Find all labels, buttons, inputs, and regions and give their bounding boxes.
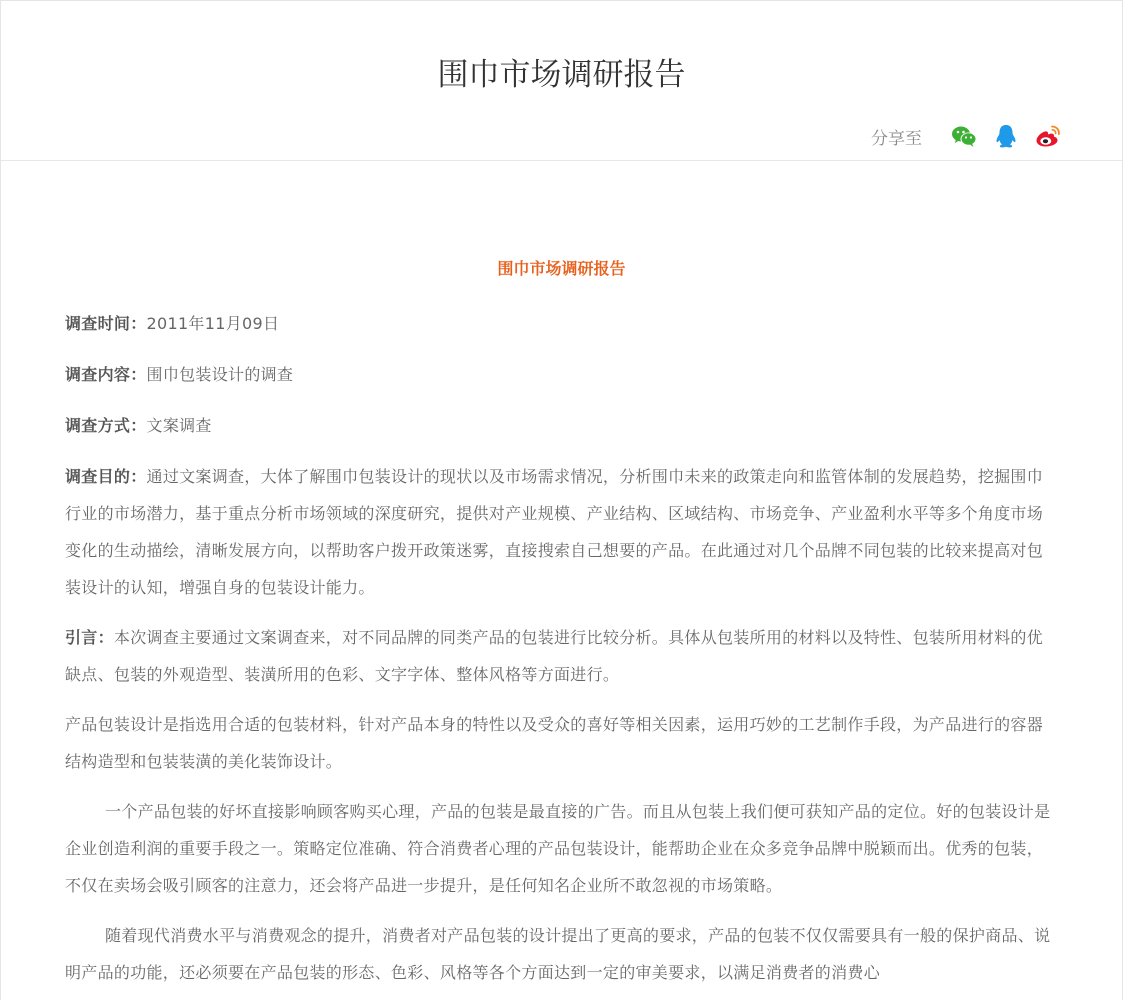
survey-method xyxy=(65,407,1058,444)
share-bar xyxy=(871,121,1062,151)
wechat-icon[interactable] xyxy=(950,122,978,150)
survey-time-label: 调查时间： xyxy=(65,314,147,333)
survey-content-value: 围巾包装设计的调查 xyxy=(146,365,294,384)
article-subtitle: 围巾市场调研报告 xyxy=(497,259,626,278)
survey-time xyxy=(65,305,1058,342)
survey-method-value: 文案调查 xyxy=(146,416,212,435)
qq-icon[interactable] xyxy=(992,122,1020,150)
paragraph-definition: 产品包装设计是指选用合适的包装材料，针对产品本身的特性以及受众的喜好等相关因素，运用巧妙的工艺制作手段，为产品进行的容器结构造型和包装装潢的美化装饰设计。 xyxy=(65,715,1044,771)
survey-purpose xyxy=(65,458,1058,606)
survey-content xyxy=(65,356,1058,393)
article-body xyxy=(1,257,1122,991)
survey-content-label: 调查内容： xyxy=(65,365,147,384)
weibo-icon[interactable] xyxy=(1034,122,1062,150)
introduction xyxy=(65,619,1058,693)
survey-time-value: 2011年11月09日 xyxy=(146,314,280,333)
paragraph-trend: 随着现代消费水平与消费观念的提升，消费者对产品包装的设计提出了更高的要求，产品的包装不仅仅需要具有一般的保护商品、说明产品的功能，还必须要在产品包装的形态、色彩、风格等各个方面达到一定的审美要求，以满足消费者的消费心 xyxy=(65,926,1051,982)
share-label: 分享至 xyxy=(871,128,922,149)
introduction-value: 本次调查主要通过文案调查来，对不同品牌的同类产品的包装进行比较分析。具体从包装所用的材料以及特性、包装所用材料的优缺点、包装的外观造型、装潢所用的色彩、文字字体、整体风格等方面进行。 xyxy=(65,628,1044,684)
paragraph-importance: 一个产品包装的好坏直接影响顾客购买心理，产品的包装是最直接的广告。而且从包装上我们便可获知产品的定位。好的包装设计是企业创造利润的重要手段之一。策略定位准确、符合消费者心理的产品包装设计，能帮助企业在众多竞争品牌中脱颖而出。优秀的包装，不仅在卖场会吸引顾客的注意力，还会将产品进一步提升，是任何知名企业所不敢忽视的市场策略。 xyxy=(65,802,1051,895)
introduction-label: 引言： xyxy=(65,628,114,647)
header xyxy=(1,1,1122,161)
page-title: 围巾市场调研报告 xyxy=(437,57,686,93)
survey-purpose-value: 通过文案调查，大体了解围巾包装设计的现状以及市场需求情况，分析围巾未来的政策走向和监管体制的发展趋势，挖掘围巾行业的市场潜力，基于重点分析市场领域的深度研究，提供对产业规模、产业结构、区域结构、市场竞争、产业盈利水平等多个角度市场变化的生动描绘，清晰发展方向，以帮助客户拨开政策迷雾，直接搜索自己想要的产品。在此通过对几个品牌不同包装的比较来提高对包装设计的认知，增强自身的包装设计能力。 xyxy=(65,467,1044,597)
survey-purpose-label: 调查目的： xyxy=(65,467,147,486)
survey-method-label: 调查方式： xyxy=(65,416,147,435)
